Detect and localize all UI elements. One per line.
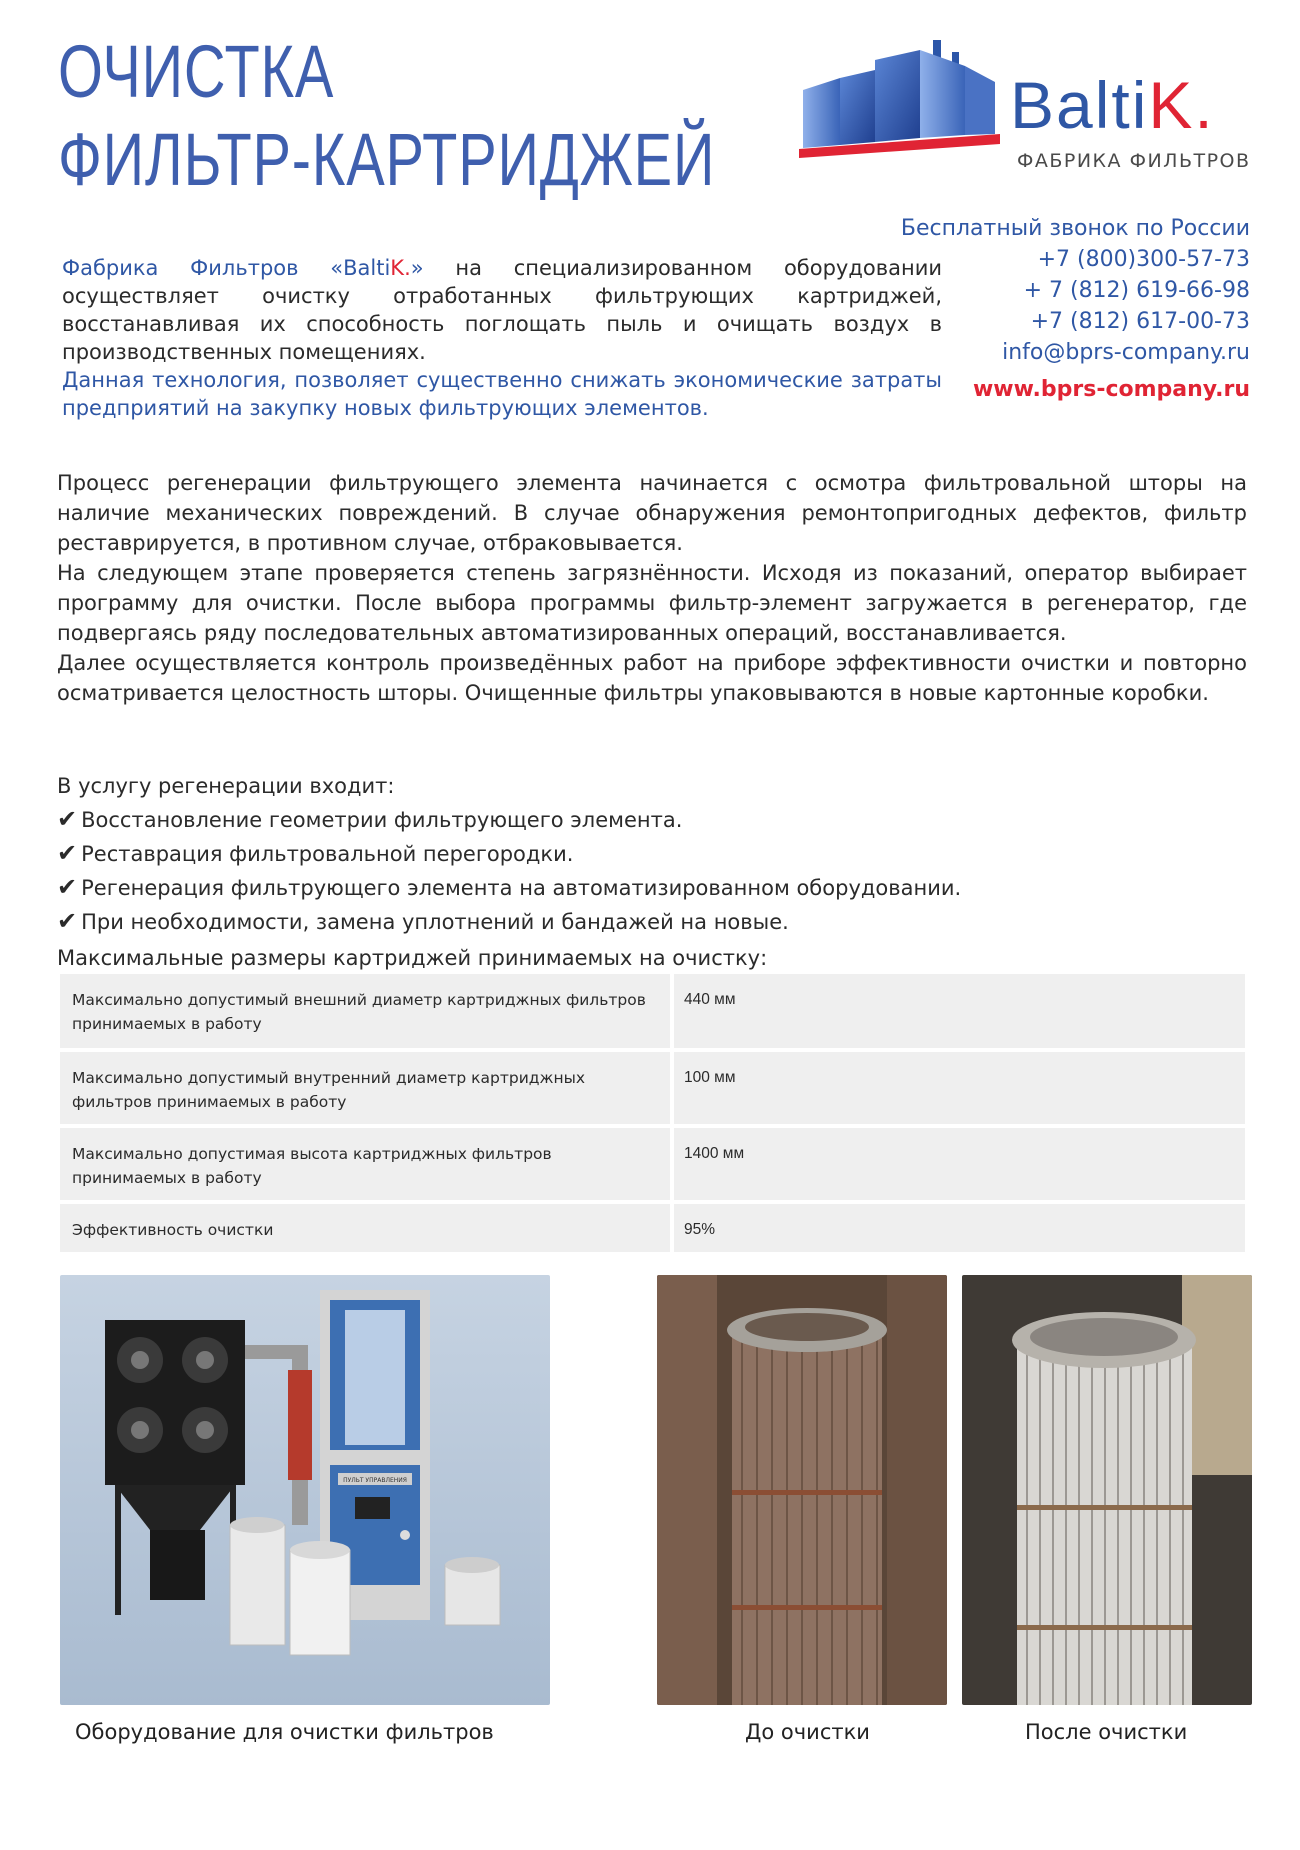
free-call-label: Бесплатный звонок по России bbox=[900, 216, 1250, 241]
intro-company-brand: Balti bbox=[343, 256, 391, 280]
machine-panel-label: ПУЛЬТ УПРАВЛЕНИЯ bbox=[343, 1477, 407, 1484]
checkmark-icon: ✔ bbox=[57, 873, 78, 901]
phone-1[interactable]: +7 (800)300-57-73 bbox=[1037, 247, 1250, 272]
process-paragraph: Процесс регенерации фильтрующего элемента начинается с осмотра фильтровальной шторы на наличие механических повреждений. В случае обнаружения ремонтопригодных дефектов, фильтр реставрируется, в противном случае, отбраковывается. bbox=[57, 471, 1247, 555]
intro-company-lead: Фабрика Фильтров « bbox=[62, 256, 344, 280]
spec-label: Максимально допустимая высота картриджных фильтров принимаемых в работу bbox=[60, 1126, 672, 1202]
spec-value: 440 мм bbox=[672, 974, 1245, 1050]
spec-value: 95% bbox=[672, 1202, 1245, 1254]
title-line-2: ФИЛЬТР-КАРТРИДЖЕЙ bbox=[58, 118, 716, 201]
list-item bbox=[57, 905, 961, 939]
intro-company-tail: » bbox=[410, 256, 424, 280]
process-paragraph: Далее осуществляется контроль произведённых работ на приборе эффективности очистки и повторно осматривается целостность шторы. Очищенные фильтры упаковываются в новые картонные коробки. bbox=[57, 651, 1247, 705]
table-row bbox=[60, 1126, 1245, 1202]
after-caption: После очистки bbox=[1025, 1720, 1188, 1744]
logo-word-accent: K. bbox=[1148, 68, 1215, 142]
after-cleaning-photo bbox=[962, 1275, 1252, 1705]
list-item bbox=[57, 871, 961, 905]
checkmark-icon: ✔ bbox=[57, 907, 78, 935]
equipment-photo bbox=[60, 1275, 550, 1705]
dirty-filter-illustration bbox=[657, 1275, 947, 1705]
list-item bbox=[57, 803, 961, 837]
before-caption: До очистки bbox=[745, 1720, 870, 1744]
table-row bbox=[60, 1050, 1245, 1126]
spec-label: Эффективность очистки bbox=[60, 1202, 672, 1254]
spec-label: Максимально допустимый внутренний диаметр картриджных фильтров принимаемых в работу bbox=[60, 1050, 672, 1126]
service-heading: В услугу регенерации входит: bbox=[57, 774, 395, 798]
email-link[interactable]: info@bprs-company.ru bbox=[1002, 340, 1250, 365]
logo-wordmark bbox=[1010, 68, 1215, 142]
baltik-logo bbox=[795, 30, 1255, 180]
intro-company-brand-k: K. bbox=[390, 256, 411, 280]
spec-label: Максимально допустимый внешний диаметр картриджных фильтров принимаемых в работу bbox=[60, 974, 672, 1050]
phone-2[interactable]: + 7 (812) 619-66-98 bbox=[1023, 278, 1250, 303]
title-line-1: ОЧИСТКА bbox=[58, 30, 335, 113]
specs-table bbox=[60, 974, 1245, 1256]
city-buildings-icon bbox=[795, 30, 1005, 160]
logo-subtitle: ФАБРИКА ФИЛЬТРОВ bbox=[1017, 150, 1251, 172]
phone-3[interactable]: +7 (812) 617-00-73 bbox=[1030, 309, 1250, 334]
checkmark-icon: ✔ bbox=[57, 839, 78, 867]
service-list bbox=[57, 770, 961, 939]
equipment-caption: Оборудование для очистки фильтров bbox=[75, 1720, 494, 1744]
clean-filter-illustration bbox=[962, 1275, 1252, 1705]
table-row bbox=[60, 1202, 1245, 1254]
spec-value: 100 мм bbox=[672, 1050, 1245, 1126]
process-description bbox=[57, 468, 1247, 708]
before-cleaning-photo bbox=[657, 1275, 947, 1705]
intro-paragraph bbox=[62, 254, 942, 422]
process-paragraph: На следующем этапе проверяется степень загрязнённости. Исходя из показаний, оператор выбирает программу для очистки. После выбора программы фильтр-элемент загружается в регенератор, где подвергаясь ряду последовательных автоматизированных операций, восстанавливается. bbox=[57, 561, 1247, 645]
specs-caption: Максимальные размеры картриджей принимаемых на очистку: bbox=[57, 946, 768, 970]
service-item-text: Регенерация фильтрующего элемента на автоматизированном оборудовании. bbox=[81, 876, 962, 900]
intro-text-1: на специализированном оборудовании осуществляет очистку отработанных фильтрующих картриджей, восстанавливая их способность поглощать пыль и очищать воздух в производственных помещениях. bbox=[62, 256, 942, 364]
intro-text-2: Данная технология, позволяет существенно снижать экономические затраты предприятий на закупку новых фильтрующих элементов. bbox=[62, 368, 942, 420]
service-item-text: Восстановление геометрии фильтрующего элемента. bbox=[81, 808, 683, 832]
website-link[interactable]: www.bprs-company.ru bbox=[972, 377, 1250, 402]
page-title bbox=[58, 28, 715, 204]
checkmark-icon: ✔ bbox=[57, 805, 78, 833]
contacts-block bbox=[901, 213, 1250, 405]
equipment-illustration bbox=[60, 1275, 550, 1705]
service-item-text: При необходимости, замена уплотнений и бандажей на новые. bbox=[81, 910, 789, 934]
spec-value: 1400 мм bbox=[672, 1126, 1245, 1202]
service-item-text: Реставрация фильтровальной перегородки. bbox=[81, 842, 574, 866]
logo-word-main: Balti bbox=[1010, 68, 1149, 142]
table-row bbox=[60, 974, 1245, 1050]
list-item bbox=[57, 837, 961, 871]
